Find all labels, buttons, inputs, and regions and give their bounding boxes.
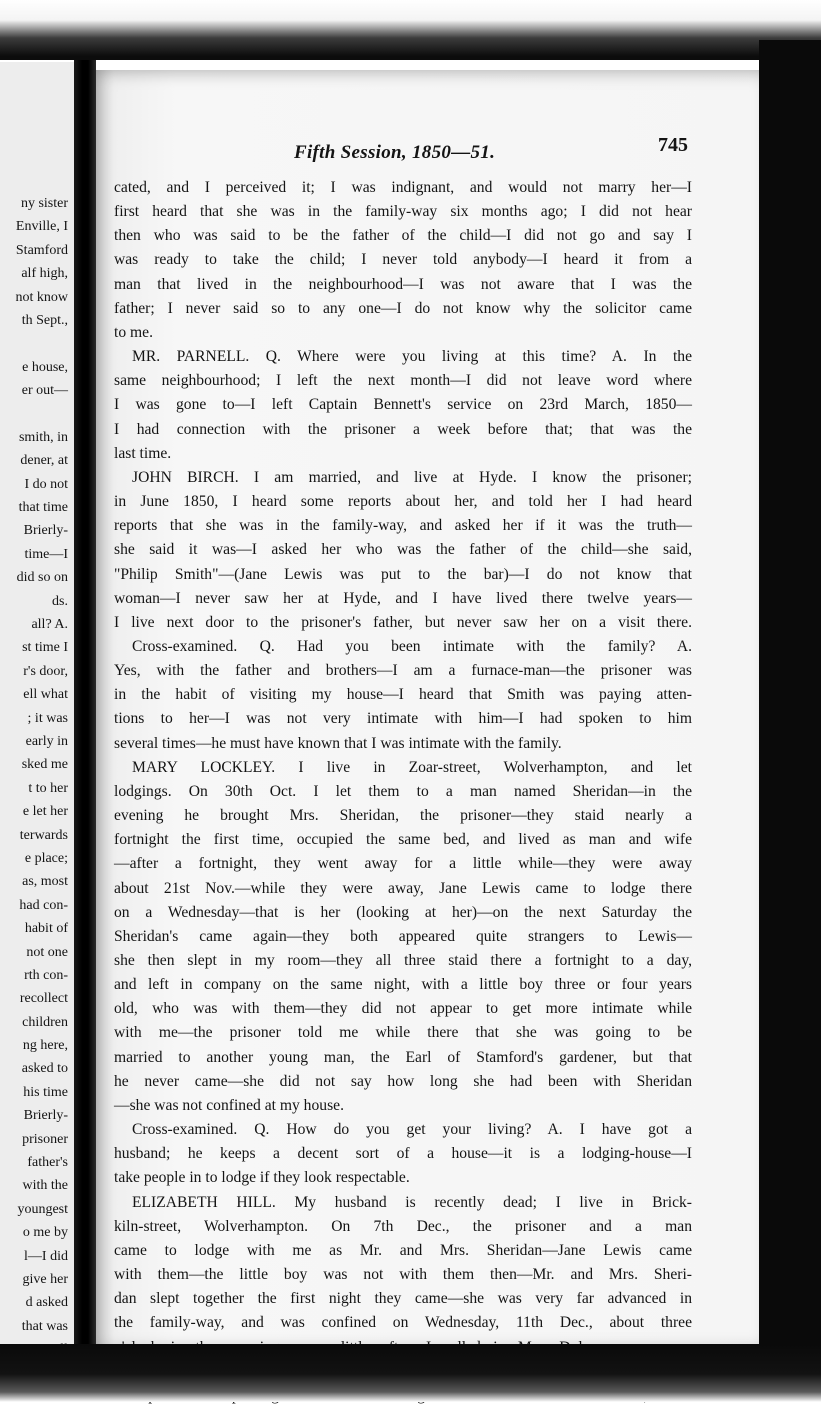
text-line: lodgings. On 30th Oct. I let them to a man named Sheridan—in the xyxy=(114,782,692,800)
facing-page-line: that time xyxy=(18,500,68,516)
text-line: husband; he keeps a decent sort of a house—it is a lodging-house—I xyxy=(114,1145,692,1163)
text-line: several times—he must have known that I was intimate with the family. xyxy=(114,734,562,752)
text-line: and left in company on the same night, with a little boy three or four years xyxy=(114,976,692,994)
facing-page-line: Stamford xyxy=(15,242,68,258)
facing-page-line: th Sept., xyxy=(21,312,68,328)
text-line: with them—the little boy was not with them then—Mr. and Mrs. Sheri- xyxy=(114,1266,692,1284)
text-line: I was gone to—I left Captain Bennett's service on 23rd March, 1850— xyxy=(114,396,692,414)
text-line: first heard that she was in the family-way six months ago; I did not hear xyxy=(114,203,692,221)
facing-page-line: as, most xyxy=(22,874,68,890)
facing-page-line: ng here, xyxy=(22,1038,68,1054)
text-line: —after a fortnight, they went away for a little while—they were away xyxy=(114,855,692,873)
facing-page-line: that was xyxy=(21,1318,68,1334)
film-frame-top xyxy=(0,0,821,60)
facing-page-line: prisoner xyxy=(22,1131,68,1147)
text-line: came to lodge with me as Mr. and Mrs. Sheridan—Jane Lewis came xyxy=(114,1241,692,1259)
facing-page-line: o me by xyxy=(22,1225,68,1241)
book-spine xyxy=(74,60,96,1350)
facing-page-line: youngest xyxy=(17,1201,68,1217)
facing-page-line: not know xyxy=(15,289,68,305)
text-line: in the habit of visiting my house—I heard that Smith was paying atten- xyxy=(114,686,692,704)
facing-page-line: asked to xyxy=(21,1061,68,1077)
facing-page-line: r's door, xyxy=(23,663,68,679)
facing-page-line: e house, xyxy=(22,359,68,375)
facing-page-line: Brierly- xyxy=(23,1108,68,1124)
text-line: evening he brought Mrs. Sheridan, the prisoner—they staid nearly a xyxy=(114,807,692,825)
text-line: about 21st Nov.—while they were away, Jane Lewis came to lodge there xyxy=(114,879,692,897)
text-line: MR. PARNELL. Q. Where were you living at this time? A. In the xyxy=(132,348,692,366)
text-line: —she was not confined at my house. xyxy=(114,1096,344,1114)
text-line: father; I never said so to any one—I do not know why the solicitor came xyxy=(114,299,692,317)
facing-page-line: ell what xyxy=(23,687,68,703)
text-line: I had connection with the prisoner a week before that; that was the xyxy=(114,420,692,438)
text-line: Cross-examined. Q. Had you been intimate with the family? A. xyxy=(132,637,692,655)
text-line: in June 1850, I heard some reports about her, and told her I had heard xyxy=(114,493,692,511)
facing-page-line: his time xyxy=(23,1084,68,1100)
facing-page-line: l—I did xyxy=(24,1248,68,1264)
facing-page-line: smith, in xyxy=(18,429,68,445)
facing-page-line xyxy=(16,403,69,426)
facing-page-line: I do not xyxy=(24,476,68,492)
text-line: on a Wednesday—that is her (looking at her)—on the next Saturday the xyxy=(114,903,692,921)
text-line: to me. xyxy=(114,323,153,341)
text-line: married to another young man, the Earl of Stamford's gardener, but that xyxy=(114,1048,692,1066)
text-line: ELIZABETH HILL. My husband is recently dead; I live in Brick- xyxy=(132,1193,692,1211)
facing-page-line: terwards xyxy=(19,827,68,843)
facing-page-line: rth con- xyxy=(24,967,68,983)
facing-page-line: give her xyxy=(22,1271,68,1287)
page-number: 745 xyxy=(658,134,688,156)
text-line: he never came—she did not say how long she had been with Sheridan xyxy=(114,1072,692,1090)
facing-page-line: t to her xyxy=(28,780,68,796)
facing-page-line: had con- xyxy=(19,897,68,913)
facing-page-line: st time I xyxy=(22,640,68,656)
text-line: Sheridan's came again—they both appeared quite strangers to Lewis— xyxy=(114,927,692,945)
facing-page-line: ; it was xyxy=(27,710,68,726)
facing-page-line: d asked xyxy=(25,1295,68,1311)
facing-page-line: e let her xyxy=(22,804,68,820)
text-line: cated, and I perceived it; I was indignant, and would not marry her—I xyxy=(114,179,692,196)
facing-page-line xyxy=(16,332,69,355)
facing-page-line: ny sister xyxy=(20,196,68,211)
facing-page-line: sked me xyxy=(21,757,68,773)
facing-page-line: alf high, xyxy=(21,266,68,282)
text-line: take people in to lodge if they look respectable. xyxy=(114,1169,410,1187)
facing-page-line: time—I xyxy=(24,546,68,562)
facing-page-line: children xyxy=(22,1014,68,1030)
facing-page-line: with the xyxy=(22,1178,68,1194)
text-line: reports that she was in the family-way, and asked her if it was the truth— xyxy=(114,517,692,535)
facing-page-text xyxy=(16,192,69,1385)
text-line: Cross-examined. Q. How do you get your living? A. I have got a xyxy=(132,1121,692,1139)
facing-page-line: did so on xyxy=(16,570,68,586)
text-line: MARY LOCKLEY. I live in Zoar-street, Wolverhampton, and let xyxy=(132,758,692,776)
facing-page-line: recollect xyxy=(19,991,68,1007)
text-line: I live next door to the prisoner's father, but never saw her on a visit there. xyxy=(114,613,692,631)
facing-page-line: e place; xyxy=(24,850,68,866)
text-line: the family-way, and was confined on Wednesday, 11th Dec., about three xyxy=(114,1314,692,1332)
facing-page-line: father's xyxy=(27,1155,68,1171)
text-line: "Philip Smith"—(Jane Lewis was put to the bar)—I do not know that xyxy=(114,565,692,583)
facing-page-line: all? A. xyxy=(31,617,68,633)
film-frame-right xyxy=(759,40,821,1402)
facing-page-line: er out— xyxy=(21,383,68,399)
facing-page-line: Enville, I xyxy=(15,219,68,235)
page-body-text xyxy=(114,176,692,1408)
text-line: same neighbourhood; I left the next month—I did not leave word where xyxy=(114,372,692,390)
facing-page-line: Brierly- xyxy=(23,523,68,539)
text-line: last time. xyxy=(114,444,172,462)
text-line: with me—the prisoner told me while there that she was going to be xyxy=(114,1024,692,1042)
facing-page-line: ds. xyxy=(52,593,68,609)
running-head: Fifth Session, 1850—51. xyxy=(294,142,496,163)
text-line: fortnight the first time, occupied the same bed, and lived as man and wife xyxy=(114,831,692,849)
text-line: kiln-street, Wolverhampton. On 7th Dec., the prisoner and a man xyxy=(114,1217,692,1235)
facing-page-line: not one xyxy=(26,944,68,960)
text-line: was ready to take the child; I never told anybody—I heard it from a xyxy=(114,251,692,269)
text-line: dan slept together the first night they came—she was very far advanced in xyxy=(114,1290,692,1308)
facing-page-line: dener, at xyxy=(20,453,68,469)
film-frame-bottom xyxy=(0,1344,821,1402)
facing-page xyxy=(0,62,74,1352)
text-line: Yes, with the father and brothers—I am a furnace-man—the prisoner was xyxy=(114,662,692,680)
main-page xyxy=(96,70,771,1352)
text-line: she said it was—I asked her who was the father of the child—she said, xyxy=(114,541,692,559)
text-line: then who was said to be the father of the child—I did not go and say I xyxy=(114,227,692,245)
text-line: old, who was with them—they did not appear to get more intimate while xyxy=(114,1000,692,1018)
text-line: man that lived in the neighbourhood—I was not aware that I was the xyxy=(114,275,692,293)
text-line: she then slept in my room—they all three staid there a fortnight to a day, xyxy=(114,952,692,969)
text-line: JOHN BIRCH. I am married, and live at Hyde. I know the prisoner; xyxy=(132,468,692,486)
facing-page-line: early in xyxy=(25,733,68,749)
text-line: tions to her—I was not very intimate with him—I had spoken to him xyxy=(114,710,692,728)
text-line: woman—I never saw her at Hyde, and I have lived there twelve years— xyxy=(114,589,692,607)
facing-page-line: habit of xyxy=(24,921,68,937)
